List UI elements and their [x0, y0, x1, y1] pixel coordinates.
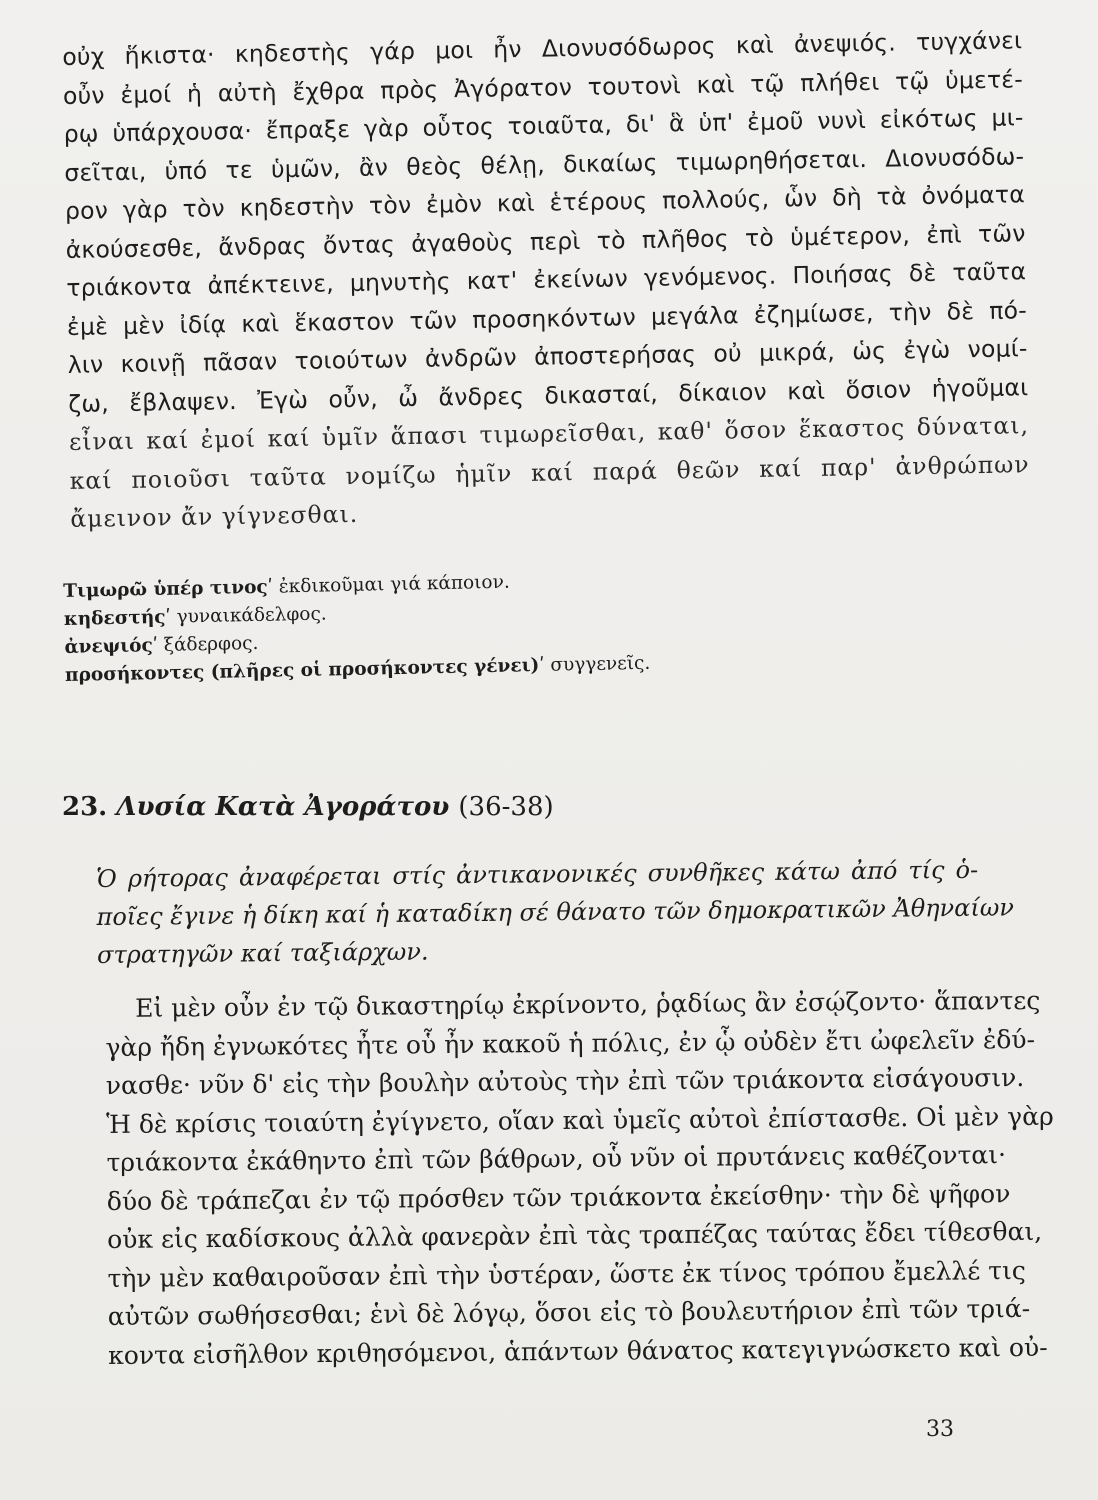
text-line: ἐμὲ μὲν ἰδίᾳ καὶ ἕκαστον τῶν προσηκόντων μεγάλα ἐζημίωσε, τὴν δὲ πό- — [66, 295, 1028, 341]
section-intro — [96, 851, 1015, 974]
intro-line: ποῖες ἔγινε ἡ δίκη καί ἡ καταδίκη σέ θάνατο τῶν δημοκρατικῶν Ἀθηναίων — [96, 893, 1015, 931]
top-paragraph — [62, 21, 1031, 538]
glossary-entry: κηδεστήςʹ γυναικάδελφος. — [63, 603, 327, 630]
glossary — [63, 563, 765, 690]
section-number: 23. — [62, 792, 108, 822]
page-number: 33 — [926, 1417, 954, 1442]
text-line: ζω, ἔβλαψεν. Ἐγὼ οὖν, ὦ ἄνδρες δικασταί, δίκαιον καὶ ὅσιον ἡγοῦμαι — [68, 372, 1029, 418]
glossary-term: κηδεστής — [63, 606, 166, 630]
glossary-entry: προσήκοντες (πλῆρες οἱ προσήκοντες γένει)ʹ συγγενεῖς. — [64, 652, 651, 686]
glossary-definition: γυναικάδελφος. — [176, 603, 327, 628]
text-line: οὖν ἐμοί ἡ αὐτὴ ἔχθρα πρὸς Ἀγόρατον τουτονὶ καὶ τῷ πλήθει τῷ ὑμετέ- — [62, 64, 1024, 110]
text-line: γὰρ ἤδη ἐγνωκότες ἦτε οὗ ἦν κακοῦ ἡ πόλις, ἐν ᾧ οὐδὲν ἔτι ὠφελεῖν ἐδύ- — [105, 1024, 1036, 1062]
text-line: ἀκούσεσθε, ἄνδρας ὄντας ἀγαθοὺς περὶ τὸ πλῆθος τὸ ὑμέτερον, ἐπὶ τῶν — [65, 218, 1026, 264]
glossary-definition: συγγενεῖς. — [550, 652, 651, 676]
glossary-term: Τιμωρῶ ὑπέρ τινος — [63, 576, 268, 602]
text-line: ἄμεινον ἄν γίγνεσθαι. — [70, 499, 359, 533]
glossary-definition: ἐκδικοῦμαι γιά κάποιον. — [278, 571, 510, 598]
text-line: δύο δὲ τράπεζαι ἐν τῷ πρόσθεν τῶν τριάκοντα ἐκείσθην· τὴν δὲ ψῆφον — [106, 1178, 1011, 1216]
text-line: Ἡ δὲ κρίσις τοιαύτη ἐγίγνετο, οἵαν καὶ ὑμεῖς αὐτοὶ ἐπίστασθε. Οἱ μὲν γὰρ — [106, 1101, 1054, 1139]
text-line: καί ποιοῦσι ταῦτα νομίζω ἡμῖν καί παρά θεῶν καί παρ' ἀνθρώπων — [69, 449, 1030, 495]
text-line: τὴν μὲν καθαιροῦσαν ἐπὶ τὴν ὑστέραν, ὥστε ἐκ τίνος τρόπου ἔμελλέ τις — [107, 1255, 1026, 1293]
text-line: κοντα εἰσῆλθον κριθησόμενοι, ἁπάντων θάνατος κατεγιγνώσκετο καὶ οὐ- — [108, 1332, 1048, 1370]
text-line: ρον γὰρ τὸν κηδεστὴν τὸν ἐμὸν καὶ ἑτέρους πολλούς, ὧν δὴ τὰ ὀνόματα — [64, 180, 1026, 225]
text-line: οὐχ ἥκιστα· κηδεστὴς γάρ μοι ἦν Διονυσόδωρος καὶ ἀνεψιός. τυγχάνει — [62, 26, 1023, 71]
glossary-term: ἀνεψιός — [64, 635, 153, 658]
intro-line: Ὁ ρήτορας ἀναφέρεται στίς ἀντικανονικές συνθῆκες κάτω ἀπό τίς ὁ- — [96, 855, 979, 893]
bottom-paragraph — [105, 983, 1054, 1375]
text-line: τριάκοντα ἀπέκτεινε, μηνυτὴς κατ' ἐκείνων γενόμενος. Ποιήσας δὲ ταῦτα — [66, 257, 1027, 302]
section-title: Λυσία Κατὰ Ἀγοράτου — [116, 792, 450, 822]
section-heading — [62, 792, 554, 822]
text-line: σεῖται, ὑπό τε ὑμῶν, ἂν θεὸς θέλῃ, δικαίως τιμωρηθήσεται. Διονυσόδω- — [64, 141, 1025, 187]
text-line: νασθε· νῦν δ' εἰς τὴν βουλὴν αὐτοὺς τὴν ἐπὶ τῶν τριάκοντα εἰσάγουσιν. — [105, 1062, 1025, 1100]
text-line: λιν κοινῇ πᾶσαν τοιούτων ἀνδρῶν ἀποστερήσας οὐ μικρά, ὡς ἐγὼ νομί- — [67, 334, 1028, 379]
text-line: οὐκ εἰς καδίσκους ἀλλὰ φανερὰν ἐπὶ τὰς τραπέζας ταύτας ἔδει τίθεσθαι, — [107, 1216, 1043, 1254]
glossary-entry: ἀνεψιόςʹ ξάδερφος. — [64, 632, 259, 658]
text-line: Εἰ μὲν οὖν ἐν τῷ δικαστηρίῳ ἐκρίνοντο, ῥᾳδίως ἂν ἐσῴζοντο· ἅπαντες — [135, 985, 1041, 1023]
section-reference: (36-38) — [458, 792, 554, 822]
intro-line: στρατηγῶν καί ταξιάρχων. — [96, 937, 429, 969]
text-line: αὐτῶν σωθήσεσθαι; ἑνὶ δὲ λόγῳ, ὅσοι εἰς τὸ βουλευτήριον ἐπὶ τῶν τριά- — [107, 1293, 1031, 1331]
glossary-definition: ξάδερφος. — [163, 632, 259, 656]
glossary-entry: Τιμωρῶ ὑπέρ τινοςʹ ἐκδικοῦμαι γιά κάποιον. — [63, 571, 510, 602]
text-line: εἶναι καί ἐμοί καί ὑμῖν ἅπασι τιμωρεῖσθαι, καθ' ὅσον ἕκαστος δύναται, — [68, 411, 1030, 456]
text-line: τριάκοντα ἐκάθηντο ἐπὶ τῶν βάθρων, οὗ νῦν οἱ πρυτάνεις καθέζονται· — [106, 1140, 1007, 1177]
glossary-term: προσήκοντες (πλῆρες οἱ προσήκοντες γένει) — [64, 655, 540, 686]
text-line: ρῳ ὑπάρχουσα· ἔπραξε γὰρ οὗτος τοιαῦτα, δι' ἃ ὑπ' ἐμοῦ νυνὶ εἰκότως μι- — [63, 103, 1024, 148]
